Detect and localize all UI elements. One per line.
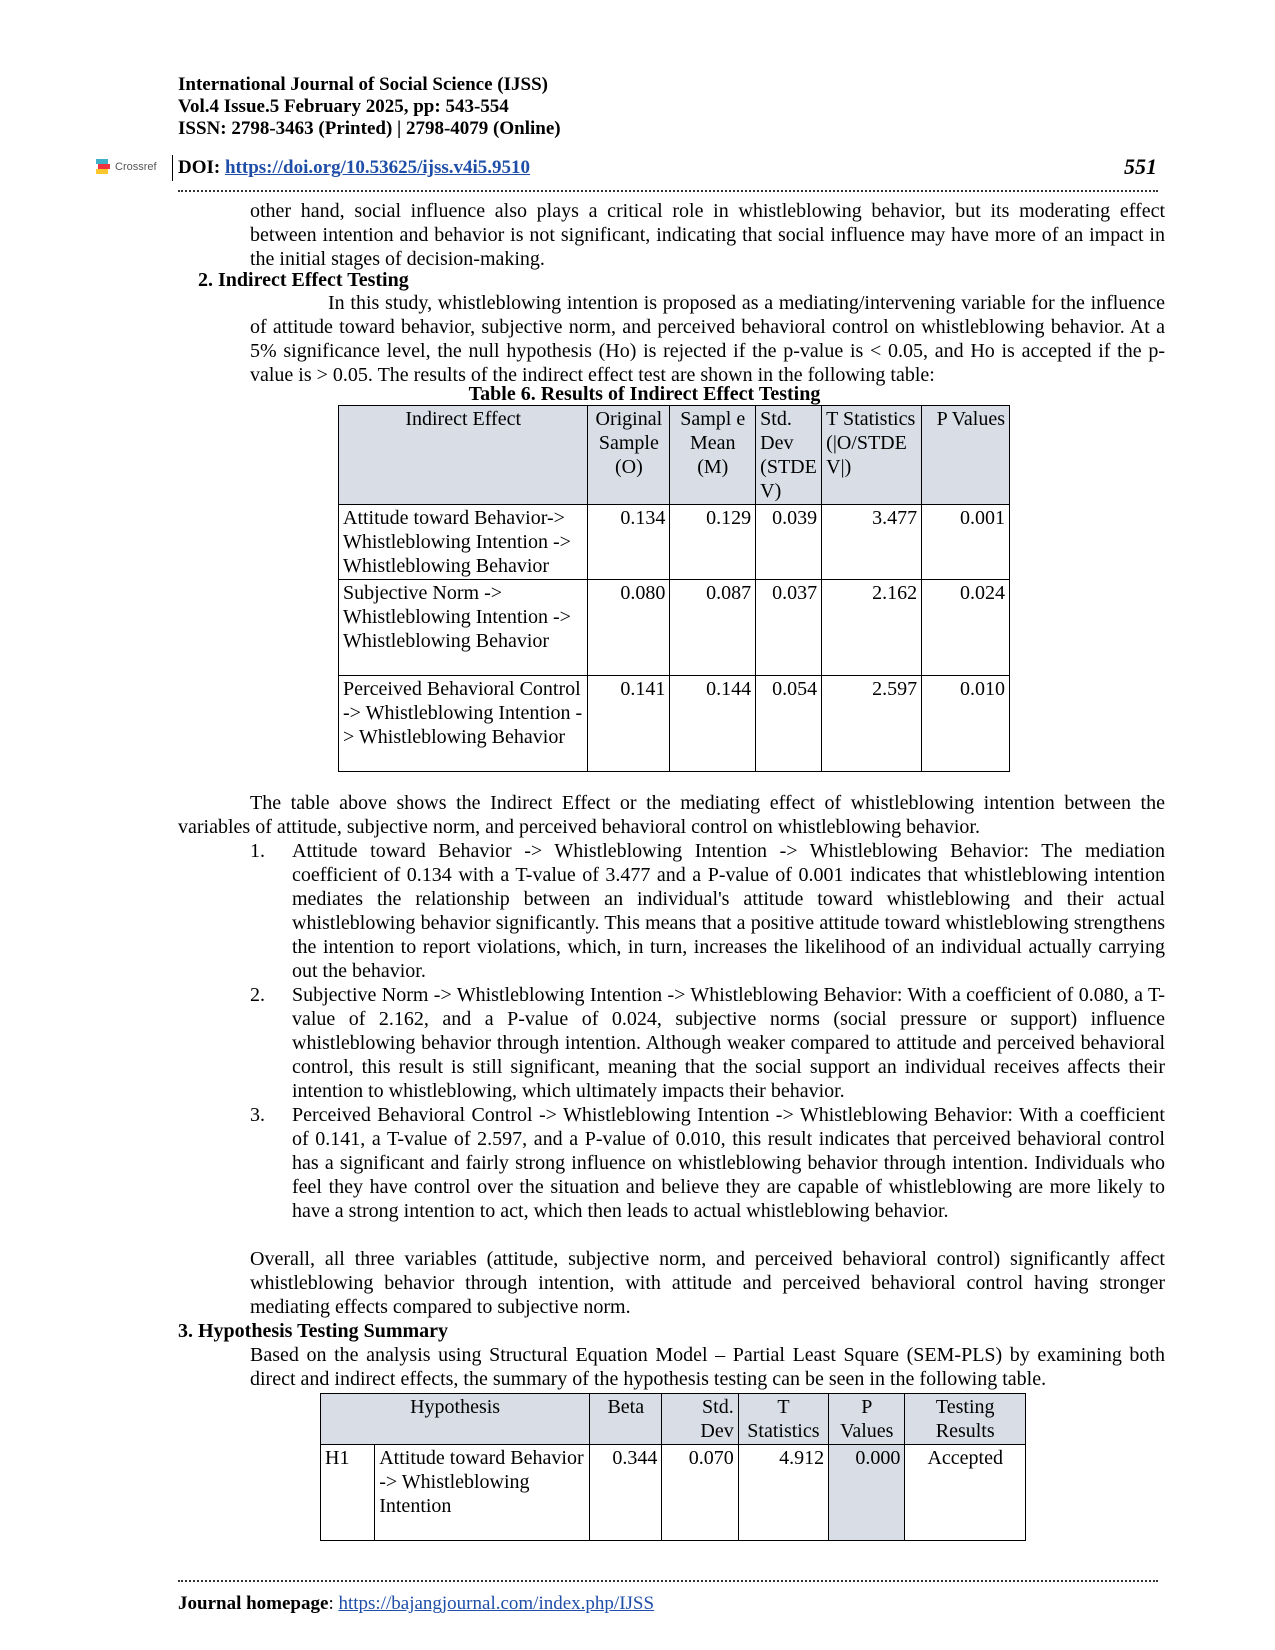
col-header-beta: Beta bbox=[590, 1394, 662, 1445]
journal-volume: Vol.4 Issue.5 February 2025, pp: 543-554 bbox=[178, 96, 509, 117]
journal-homepage bbox=[178, 1592, 654, 1616]
table-6-header-row bbox=[339, 406, 1010, 505]
hypothesis-table bbox=[320, 1393, 1026, 1541]
cell-t-statistics: 4.912 bbox=[738, 1445, 828, 1541]
table-row bbox=[339, 676, 1010, 772]
cell-hypothesis-id: H1 bbox=[321, 1445, 375, 1541]
cell-t-statistics: 2.597 bbox=[822, 676, 922, 772]
cell-testing-result: Accepted bbox=[905, 1445, 1026, 1541]
homepage-label: Journal homepage bbox=[178, 1593, 329, 1614]
table-row bbox=[339, 580, 1010, 676]
table-7-header-row bbox=[321, 1394, 1026, 1445]
col-header-p-values: P Values bbox=[922, 406, 1010, 505]
col-header-hypothesis: Hypothesis bbox=[321, 1394, 590, 1445]
cell-original-sample: 0.134 bbox=[588, 505, 670, 580]
cell-p-value: 0.000 bbox=[829, 1445, 905, 1541]
homepage-link[interactable]: https://bajangjournal.com/index.php/IJSS bbox=[338, 1593, 655, 1614]
col-header-original-sample: Original Sample (O) bbox=[588, 406, 670, 505]
doi-line bbox=[178, 157, 530, 179]
col-header-p-values: P Values bbox=[829, 1394, 905, 1445]
homepage-separator: : bbox=[328, 1593, 339, 1614]
after-table-paragraph: The table above shows the Indirect Effect or the mediating effect of whistleblowing intention between the variables of attitude, subjective norm, and perceived behavioral control on whistleblowing behavior. bbox=[178, 792, 1165, 838]
overall-paragraph: Overall, all three variables (attitude, subjective norm, and perceived behavioral control) significantly affect whistleblowing behavior through intention, with attitude and perceived behavioral control having stronger mediating effects compared to subjective norm. bbox=[250, 1248, 1165, 1318]
table-row bbox=[339, 505, 1010, 580]
intro-paragraph: other hand, social influence also plays a critical role in whistleblowing behavior, but its moderating effect between intention and behavior is not significant, indicating that social influence may have more of an impact in the initial stages of decision-making. bbox=[250, 200, 1165, 270]
doi-label: DOI: bbox=[178, 157, 225, 178]
doi-link[interactable]: https://doi.org/10.53625/ijss.v4i5.9510 bbox=[224, 157, 531, 178]
col-header-std-dev: Std. Dev bbox=[662, 1394, 738, 1445]
crossref-logo bbox=[96, 156, 168, 178]
list-number: 1. bbox=[250, 840, 265, 862]
journal-title: International Journal of Social Science (IJSS) bbox=[178, 74, 548, 95]
cell-t-statistics: 2.162 bbox=[822, 580, 922, 676]
cell-original-sample: 0.080 bbox=[588, 580, 670, 676]
cell-p-value: 0.024 bbox=[922, 580, 1010, 676]
cell-hypothesis: Attitude toward Behavior -> Whistleblowing Intention bbox=[375, 1445, 590, 1541]
header-divider bbox=[172, 155, 173, 181]
section-3-heading: 3. Hypothesis Testing Summary bbox=[178, 1320, 449, 1342]
section-3-paragraph: Based on the analysis using Structural Equation Model – Partial Least Square (SEM-PLS) by examining both direct and indirect effects, the summary of the hypothesis testing can be seen in the following table. bbox=[250, 1344, 1165, 1390]
col-header-indirect-effect: Indirect Effect bbox=[339, 406, 588, 505]
table-6-caption: Table 6. Results of Indirect Effect Testing bbox=[468, 383, 821, 405]
crossref-icon bbox=[96, 159, 112, 175]
list-number: 3. bbox=[250, 1104, 265, 1126]
cell-std-dev: 0.039 bbox=[756, 505, 822, 580]
cell-original-sample: 0.141 bbox=[588, 676, 670, 772]
col-header-t-statistics: T Statistics (|O/STDE V|) bbox=[822, 406, 922, 505]
cell-sample-mean: 0.129 bbox=[670, 505, 756, 580]
cell-p-value: 0.001 bbox=[922, 505, 1010, 580]
cell-std-dev: 0.037 bbox=[756, 580, 822, 676]
cell-std-dev: 0.054 bbox=[756, 676, 822, 772]
page-number: 551 bbox=[1124, 154, 1157, 179]
footer-rule bbox=[178, 1580, 1158, 1584]
cell-std-dev: 0.070 bbox=[662, 1445, 738, 1541]
cell-p-value: 0.010 bbox=[922, 676, 1010, 772]
journal-issn: ISSN: 2798-3463 (Printed) | 2798-4079 (Online) bbox=[178, 118, 561, 139]
cell-sample-mean: 0.144 bbox=[670, 676, 756, 772]
crossref-label: Crossref bbox=[115, 161, 157, 173]
table-row bbox=[321, 1445, 1026, 1541]
section-2-paragraph: In this study, whistleblowing intention is proposed as a mediating/intervening variable for the influence of attitude toward behavior, subjective norm, and perceived behavioral control on whistleblowing behavior. At a 5% significance level, the null hypothesis (Ho) is rejected if the p-value is < 0.05, and Ho is accepted if the p-value is > 0.05. The results of the indirect effect test are shown in the following table: bbox=[250, 292, 1165, 386]
cell-sample-mean: 0.087 bbox=[670, 580, 756, 676]
cell-beta: 0.344 bbox=[590, 1445, 662, 1541]
indirect-effect-table bbox=[338, 405, 1010, 772]
list-number: 2. bbox=[250, 984, 265, 1006]
cell-effect: Subjective Norm -> Whistleblowing Intention -> Whistleblowing Behavior bbox=[339, 580, 588, 676]
cell-t-statistics: 3.477 bbox=[822, 505, 922, 580]
col-header-t-statistics: T Statistics bbox=[738, 1394, 828, 1445]
cell-effect: Attitude toward Behavior-> Whistleblowing Intention -> Whistleblowing Behavior bbox=[339, 505, 588, 580]
list-text: Perceived Behavioral Control -> Whistleblowing Intention -> Whistleblowing Behavior: With a coefficient of 0.141, a T-value of 2.597, and a P-value of 0.010, this result indicates that perceived behavioral control has a significant and fairly strong influence on whistleblowing behavior through intention. Individuals who feel they have control over the situation and believe they are capable of whistleblowing are more likely to have a strong intention to act, which then leads to actual whistleblowing behavior. bbox=[292, 1104, 1165, 1222]
list-text: Subjective Norm -> Whistleblowing Intention -> Whistleblowing Behavior: With a coefficient of 0.080, a T-value of 2.162, and a P-value of 0.024, subjective norms (social pressure or support) influence whistleblowing behavior through intention. Although weaker compared to attitude and perceived behavioral control, this result is still significant, meaning that the social support an individual receives affects their intention to whistleblowing, which ultimately impacts their behavior. bbox=[292, 984, 1165, 1102]
col-header-sample-mean: Sampl e Mean (M) bbox=[670, 406, 756, 505]
col-header-std-dev: Std. Dev (STDE V) bbox=[756, 406, 822, 505]
section-2-heading: 2. Indirect Effect Testing bbox=[198, 269, 409, 291]
col-header-testing-results: Testing Results bbox=[905, 1394, 1026, 1445]
list-text: Attitude toward Behavior -> Whistleblowing Intention -> Whistleblowing Behavior: The mediation coefficient of 0.134 with a T-value of 3.477 and a P-value of 0.001 indicates that whistleblowing intention mediates the relationship between an individual's attitude toward whistleblowing and their actual whistleblowing behavior significantly. This means that a positive attitude toward whistleblowing strengthens the intention to report violations, which, in turn, increases the likelihood of an individual actually carrying out the behavior. bbox=[292, 840, 1165, 982]
header-rule bbox=[178, 190, 1158, 194]
cell-effect: Perceived Behavioral Control -> Whistleblowing Intention -> Whistleblowing Behavior bbox=[339, 676, 588, 772]
